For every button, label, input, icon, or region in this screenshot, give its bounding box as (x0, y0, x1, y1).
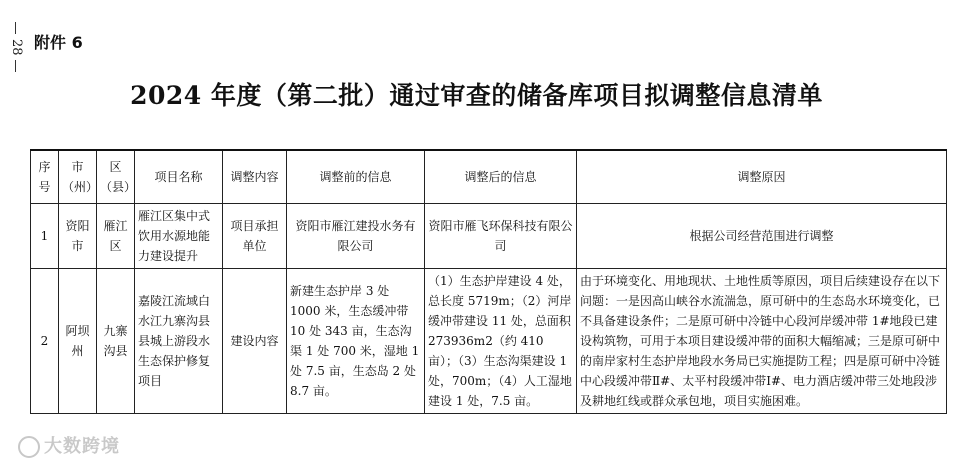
header-content: 调整内容 (223, 150, 287, 204)
cell-project: 嘉陵江流域白水江九寨沟县县城上游段水生态保护修复项目 (135, 269, 223, 414)
page-number-bar-top (15, 22, 24, 34)
page-number-bar-bottom (15, 60, 24, 72)
table-row (31, 269, 947, 414)
cell-city: 阿坝州 (59, 269, 97, 414)
table-header-row (31, 150, 947, 204)
cell-city: 资阳市 (59, 204, 97, 269)
page-number-value: 28 (9, 39, 24, 56)
table-row (31, 204, 947, 269)
cell-before: 新建生态护岸 3 处 1000 米，生态缓冲带 10 处 343 亩，生态沟渠 1 处 700 米，湿地 1 处 7.5 亩，生态岛 2 处 8.7 亩。 (287, 269, 425, 414)
watermark (18, 432, 120, 458)
cell-seq: 2 (31, 269, 59, 414)
cell-district: 九寨沟县 (97, 269, 135, 414)
watermark-logo-icon (18, 436, 40, 458)
header-district: 区（县） (97, 150, 135, 204)
cell-project: 雁江区集中式饮用水源地能力建设提升 (135, 204, 223, 269)
cell-content: 建设内容 (223, 269, 287, 414)
header-reason: 调整原因 (577, 150, 947, 204)
cell-reason: 由于环境变化、用地现状、土地性质等原因，项目后续建设存在以下问题：一是因高山峡谷水流湍急，原可研中的生态岛水环境变化，已不具备建设条件；二是原可研中冷链中心段河岸缓冲带 1#地段已建设构筑物，可用于本项目建设缓冲带的面积大幅缩减；三是原可研中的南岸家村生态护岸地段水务局已实施提防工程；四是原可研中冷链中心段缓冲带Ⅱ#、太平村段缓冲带Ⅰ#、电力酒店缓冲带三处地段涉及耕地红线或群众承包地，项目实施困难。 (577, 269, 947, 414)
header-before: 调整前的信息 (287, 150, 425, 204)
attachment-label: 附件 6 (34, 33, 83, 52)
adjustment-table (30, 149, 947, 414)
cell-after: 资阳市雁飞环保科技有限公司 (425, 204, 577, 269)
cell-content: 项目承担单位 (223, 204, 287, 269)
cell-district: 雁江区 (97, 204, 135, 269)
cell-after: （1）生态护岸建设 4 处，总长度 5719m；（2）河岸缓冲带建设 11 处，总面积 273936m2（约 410 亩）；（3）生态沟渠建设 1 处，700m；（4）人工湿地建设 1 处，7.5 亩。 (425, 269, 577, 414)
cell-seq: 1 (31, 204, 59, 269)
watermark-text: 大数跨境 (44, 436, 120, 457)
page-number (8, 22, 24, 72)
cell-before: 资阳市雁江建投水务有限公司 (287, 204, 425, 269)
header-project: 项目名称 (135, 150, 223, 204)
header-seq: 序号 (31, 150, 59, 204)
page-title: 2024 年度（第二批）通过审查的储备库项目拟调整信息清单 (130, 81, 823, 110)
header-city: 市（州） (59, 150, 97, 204)
cell-reason: 根据公司经营范围进行调整 (577, 204, 947, 269)
header-after: 调整后的信息 (425, 150, 577, 204)
